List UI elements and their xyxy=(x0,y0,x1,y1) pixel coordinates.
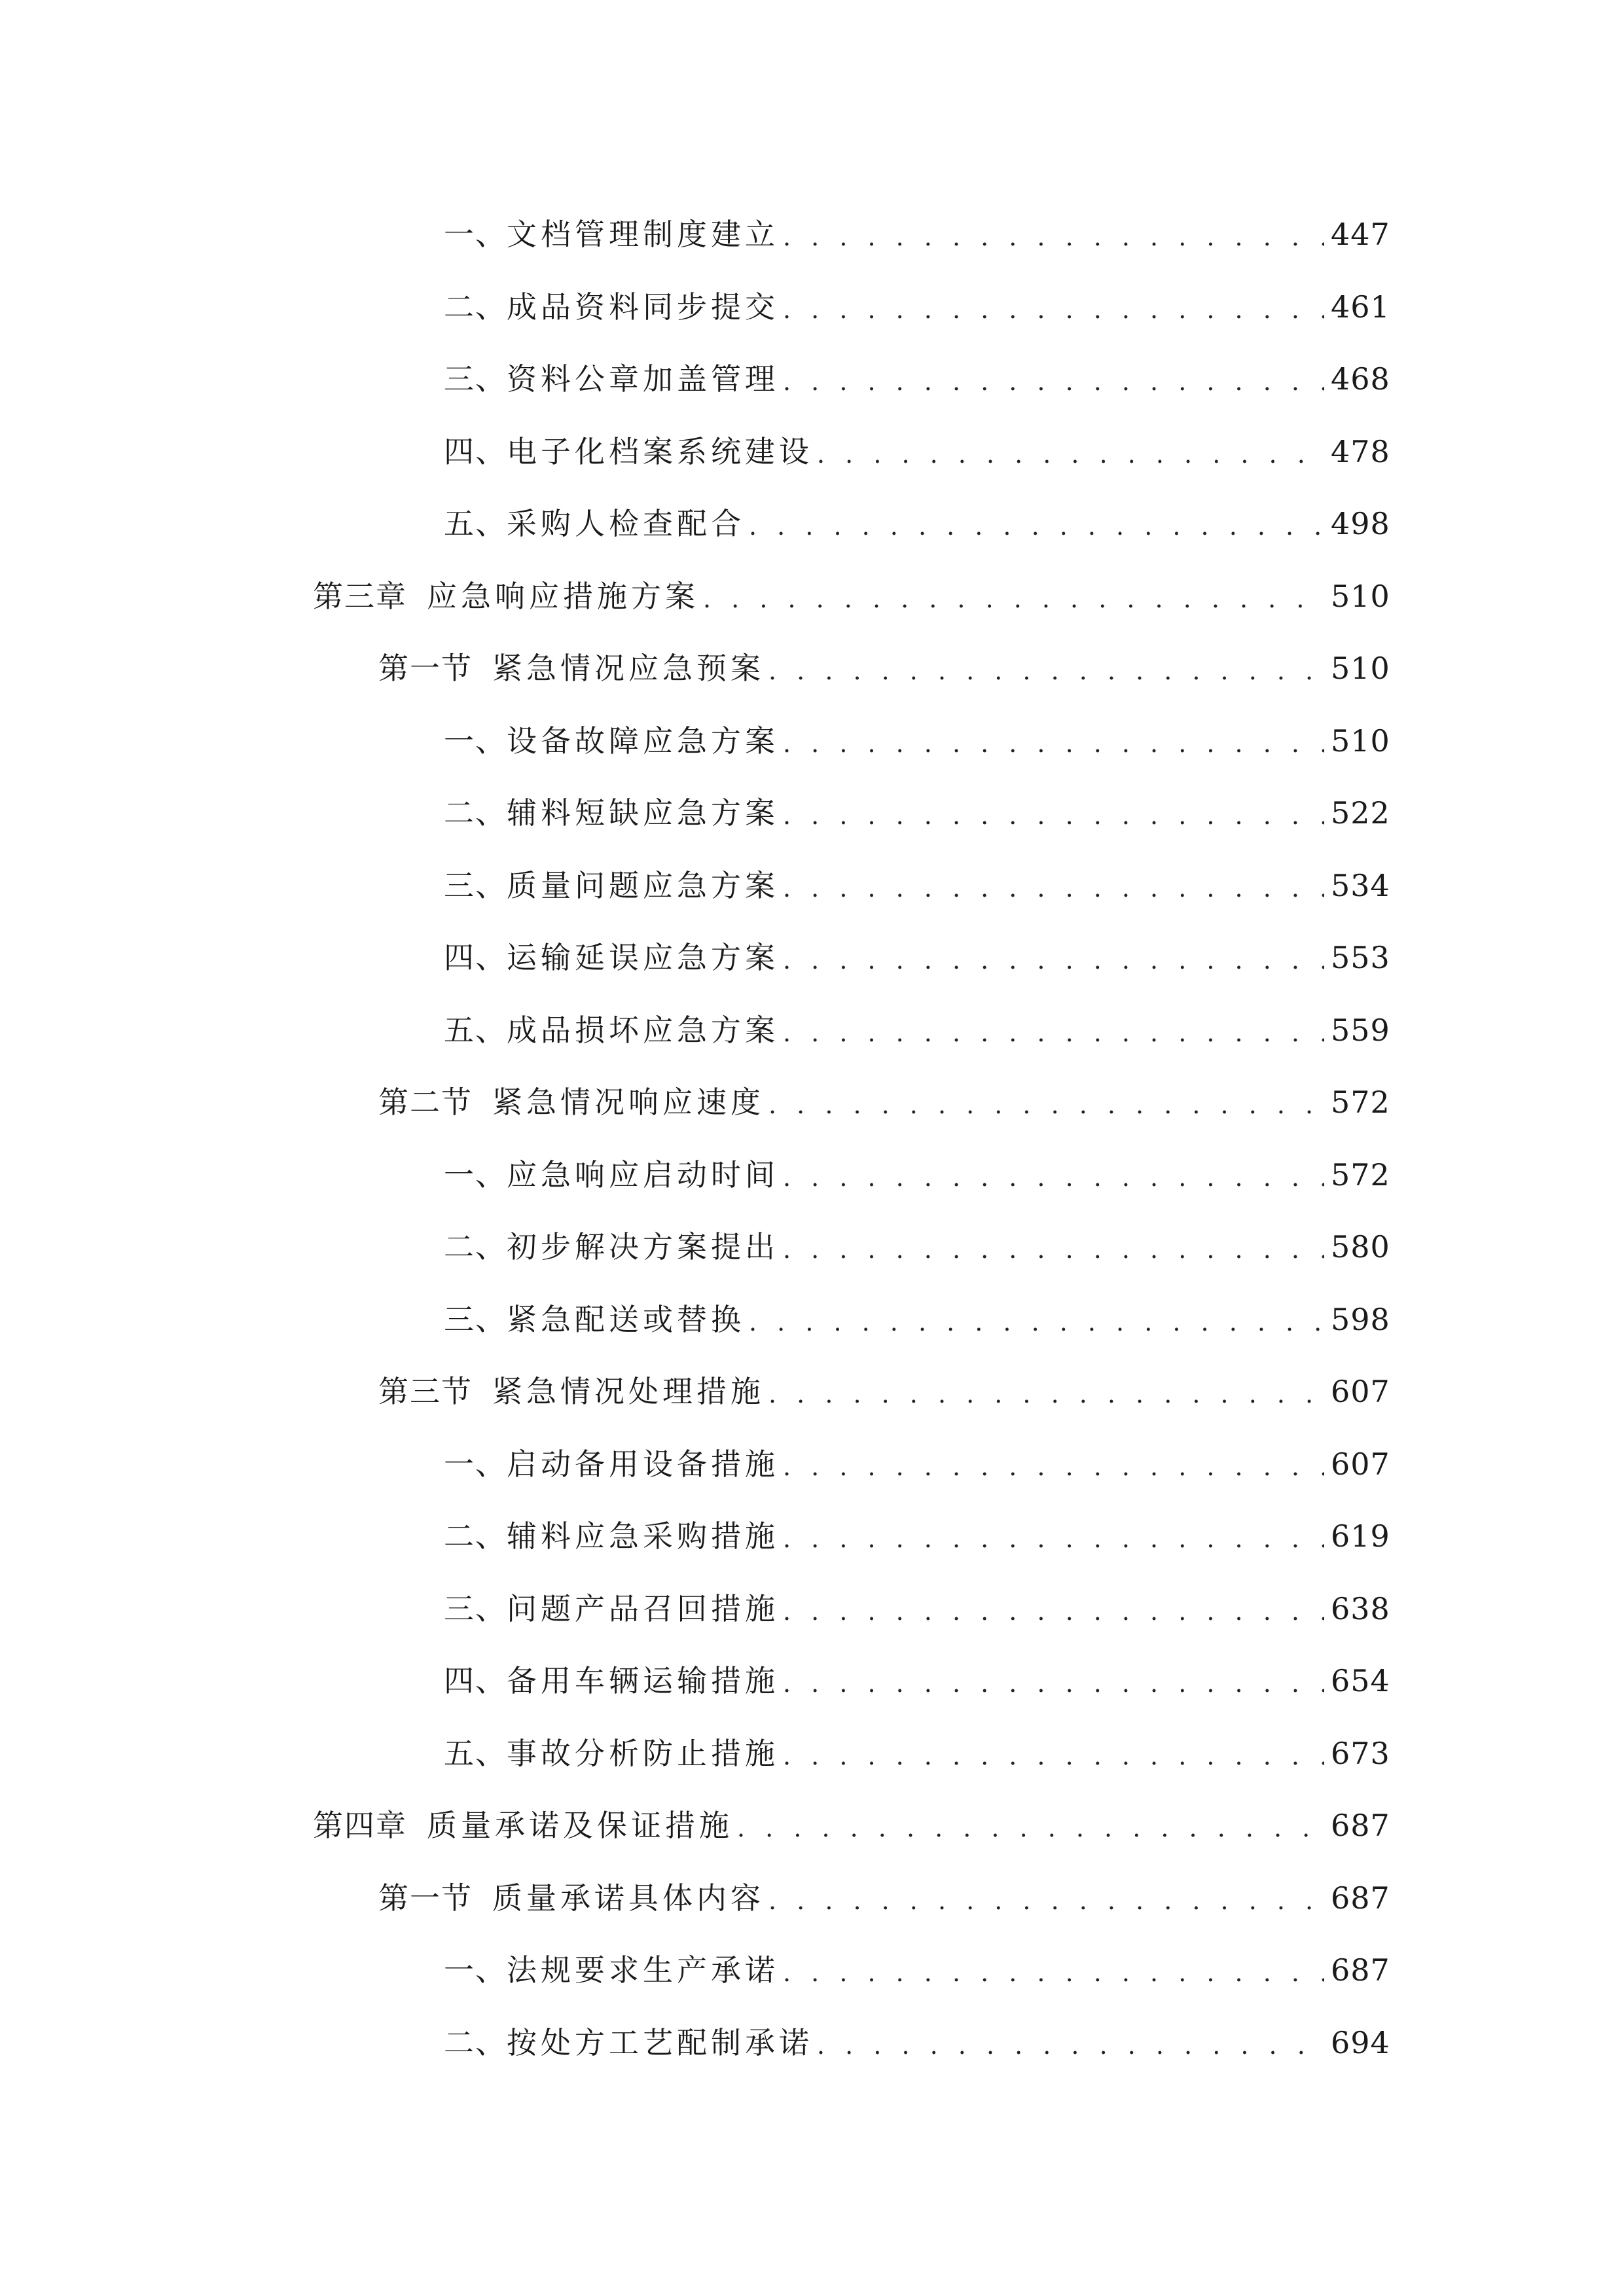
toc-dot-leader xyxy=(783,942,1324,978)
table-of-contents xyxy=(0,198,1624,2079)
toc-entry-title: 成品资料同步提交 xyxy=(507,289,779,325)
toc-entry-number: 第一节 xyxy=(378,1880,473,1916)
toc-entry-page-number: 534 xyxy=(1331,867,1390,903)
toc-entry-title: 应急响应启动时间 xyxy=(507,1157,779,1193)
toc-dot-leader xyxy=(749,1304,1324,1340)
toc-entry[interactable] xyxy=(0,777,1624,850)
toc-entry-title: 质量承诺具体内容 xyxy=(492,1880,765,1916)
toc-dot-leader xyxy=(783,1159,1324,1196)
toc-entry-link[interactable] xyxy=(444,1518,1624,1554)
toc-entry[interactable] xyxy=(0,1428,1624,1501)
toc-entry-number: 三、 xyxy=(444,867,507,903)
toc-dot-leader xyxy=(768,1882,1324,1919)
toc-entry-number: 四、 xyxy=(444,433,507,469)
toc-entry-page-number: 559 xyxy=(1331,1012,1390,1048)
toc-entry-link[interactable] xyxy=(444,1590,1624,1627)
toc-entry-title: 采购人检查配合 xyxy=(507,506,745,542)
toc-dot-leader xyxy=(783,363,1324,400)
toc-entry-number: 四、 xyxy=(444,1663,507,1699)
toc-entry-page-number: 673 xyxy=(1331,1735,1390,1771)
toc-entry-title: 质量承诺及保证措施 xyxy=(427,1808,733,1844)
toc-dot-leader xyxy=(783,219,1324,255)
toc-entry-link[interactable] xyxy=(444,216,1624,253)
toc-entry-title: 法规要求生产承诺 xyxy=(507,1952,779,1988)
toc-dot-leader xyxy=(783,797,1324,834)
toc-entry-page-number: 598 xyxy=(1331,1301,1390,1337)
toc-entry[interactable] xyxy=(0,994,1624,1067)
toc-dot-leader xyxy=(783,725,1324,762)
toc-entry-title: 初步解决方案提出 xyxy=(507,1229,779,1265)
toc-entry-link[interactable] xyxy=(444,361,1624,397)
toc-entry-page-number: 654 xyxy=(1331,1663,1390,1699)
toc-entry[interactable] xyxy=(0,1355,1624,1428)
toc-entry-number: 三、 xyxy=(444,1590,507,1626)
toc-entry-number: 五、 xyxy=(444,1012,507,1048)
toc-entry[interactable] xyxy=(0,198,1624,271)
toc-entry-page-number: 553 xyxy=(1331,940,1390,976)
toc-entry-page-number: 638 xyxy=(1331,1590,1390,1626)
toc-entry-page-number: 447 xyxy=(1331,217,1390,253)
toc-entry[interactable] xyxy=(0,1066,1624,1139)
toc-entry[interactable] xyxy=(0,1283,1624,1356)
toc-entry-page-number: 468 xyxy=(1331,361,1390,397)
toc-entry-number: 二、 xyxy=(444,1229,507,1265)
toc-entry-link[interactable] xyxy=(444,289,1624,325)
toc-entry[interactable] xyxy=(0,850,1624,922)
toc-entry-title: 应急响应措施方案 xyxy=(427,578,699,614)
toc-entry-number: 第三节 xyxy=(378,1374,473,1410)
toc-entry[interactable] xyxy=(0,2007,1624,2079)
toc-entry-link[interactable] xyxy=(444,723,1624,759)
toc-entry-link[interactable] xyxy=(444,867,1624,904)
toc-entry-title: 紧急情况应急预案 xyxy=(492,651,765,687)
toc-entry-link[interactable] xyxy=(444,1662,1624,1699)
toc-entry[interactable] xyxy=(0,1645,1624,1717)
toc-dot-leader xyxy=(783,291,1324,328)
toc-entry-number: 五、 xyxy=(444,506,507,542)
toc-entry-page-number: 607 xyxy=(1331,1446,1390,1482)
toc-entry-link[interactable] xyxy=(378,1880,1624,1916)
toc-dot-leader xyxy=(768,1376,1324,1412)
toc-entry-number: 二、 xyxy=(444,2024,507,2060)
toc-dot-leader xyxy=(783,1593,1324,1630)
toc-entry-link[interactable] xyxy=(444,939,1624,976)
toc-dot-leader xyxy=(783,1738,1324,1774)
toc-entry-number: 一、 xyxy=(444,723,507,759)
toc-dot-leader xyxy=(783,1520,1324,1557)
toc-entry-link[interactable] xyxy=(444,1301,1624,1338)
toc-entry-number: 一、 xyxy=(444,1157,507,1193)
toc-entry-link[interactable] xyxy=(378,650,1624,687)
toc-dot-leader xyxy=(768,653,1324,689)
toc-dot-leader xyxy=(749,508,1324,545)
toc-entry[interactable] xyxy=(0,1934,1624,2007)
toc-entry[interactable] xyxy=(0,1573,1624,1645)
toc-entry[interactable] xyxy=(0,632,1624,705)
toc-entry[interactable] xyxy=(0,416,1624,488)
toc-entry[interactable] xyxy=(0,488,1624,560)
toc-entry-title: 文档管理制度建立 xyxy=(507,217,779,253)
toc-entry-number: 一、 xyxy=(444,1952,507,1988)
toc-entry[interactable] xyxy=(0,1862,1624,1935)
toc-entry-link[interactable] xyxy=(444,1229,1624,1265)
toc-entry-number: 二、 xyxy=(444,289,507,325)
toc-entry-number: 第四章 xyxy=(313,1808,407,1844)
toc-dot-leader xyxy=(783,870,1324,906)
toc-entry-page-number: 687 xyxy=(1331,1808,1390,1844)
toc-entry-link[interactable] xyxy=(444,505,1624,542)
toc-entry-title: 运输延误应急方案 xyxy=(507,940,779,976)
toc-entry-page-number: 478 xyxy=(1331,433,1390,469)
toc-entry-page-number: 461 xyxy=(1331,289,1390,325)
toc-entry-page-number: 580 xyxy=(1331,1229,1390,1265)
toc-entry-page-number: 572 xyxy=(1331,1085,1390,1121)
toc-entry-number: 一、 xyxy=(444,217,507,253)
toc-entry-number: 三、 xyxy=(444,361,507,397)
toc-entry-title: 问题产品召回措施 xyxy=(507,1590,779,1626)
toc-dot-leader xyxy=(783,1448,1324,1485)
toc-entry-title: 质量问题应急方案 xyxy=(507,867,779,903)
toc-entry-number: 五、 xyxy=(444,1735,507,1771)
toc-entry-number: 一、 xyxy=(444,1446,507,1482)
toc-entry-link[interactable] xyxy=(313,578,1624,615)
toc-dot-leader xyxy=(783,1014,1324,1051)
toc-dot-leader xyxy=(817,2027,1324,2064)
toc-entry-link[interactable] xyxy=(444,1012,1624,1049)
toc-entry[interactable] xyxy=(0,1139,1624,1211)
toc-entry[interactable] xyxy=(0,922,1624,994)
toc-dot-leader xyxy=(817,436,1324,473)
toc-entry-title: 资料公章加盖管理 xyxy=(507,361,779,397)
toc-entry-page-number: 498 xyxy=(1331,506,1390,542)
toc-entry-link[interactable] xyxy=(444,1157,1624,1193)
toc-dot-leader xyxy=(783,1954,1324,1991)
toc-entry[interactable] xyxy=(0,1789,1624,1862)
toc-entry-title: 备用车辆运输措施 xyxy=(507,1663,779,1699)
toc-entry-page-number: 607 xyxy=(1331,1374,1390,1410)
toc-entry-link[interactable] xyxy=(378,1084,1624,1121)
toc-entry-number: 二、 xyxy=(444,795,507,831)
toc-entry[interactable] xyxy=(0,560,1624,633)
toc-entry-title: 设备故障应急方案 xyxy=(507,723,779,759)
toc-entry-page-number: 572 xyxy=(1331,1157,1390,1193)
toc-entry-link[interactable] xyxy=(444,433,1624,470)
toc-entry-number: 三、 xyxy=(444,1301,507,1337)
toc-entry-link[interactable] xyxy=(444,1446,1624,1482)
toc-entry-title: 启动备用设备措施 xyxy=(507,1446,779,1482)
toc-dot-leader xyxy=(737,1810,1324,1846)
toc-entry-page-number: 694 xyxy=(1331,2024,1390,2060)
toc-entry[interactable] xyxy=(0,705,1624,778)
toc-entry-number: 第三章 xyxy=(313,578,407,614)
toc-entry[interactable] xyxy=(0,271,1624,344)
toc-entry[interactable] xyxy=(0,1500,1624,1573)
toc-entry[interactable] xyxy=(0,1211,1624,1283)
toc-entry[interactable] xyxy=(0,343,1624,416)
toc-dot-leader xyxy=(768,1086,1324,1123)
toc-entry-number: 二、 xyxy=(444,1518,507,1554)
toc-dot-leader xyxy=(783,1231,1324,1268)
toc-entry-title: 紧急情况处理措施 xyxy=(492,1374,765,1410)
toc-entry-number: 第一节 xyxy=(378,651,473,687)
toc-entry-page-number: 687 xyxy=(1331,1880,1390,1916)
toc-entry-link[interactable] xyxy=(444,1735,1624,1772)
toc-entry-page-number: 522 xyxy=(1331,795,1390,831)
toc-entry-link[interactable] xyxy=(378,1373,1624,1410)
toc-entry-page-number: 510 xyxy=(1331,651,1390,687)
toc-entry-link[interactable] xyxy=(444,795,1624,831)
toc-entry-title: 电子化档案系统建设 xyxy=(507,433,813,469)
toc-entry-number: 四、 xyxy=(444,940,507,976)
toc-entry-link[interactable] xyxy=(444,1952,1624,1988)
toc-entry-number: 第二节 xyxy=(378,1085,473,1121)
toc-dot-leader xyxy=(703,581,1324,617)
toc-entry-page-number: 510 xyxy=(1331,578,1390,614)
toc-entry-title: 辅料短缺应急方案 xyxy=(507,795,779,831)
toc-dot-leader xyxy=(783,1665,1324,1702)
toc-entry-link[interactable] xyxy=(313,1807,1624,1844)
toc-entry-title: 紧急情况响应速度 xyxy=(492,1085,765,1121)
toc-entry-page-number: 619 xyxy=(1331,1518,1390,1554)
toc-entry-title: 成品损坏应急方案 xyxy=(507,1012,779,1048)
toc-entry-title: 紧急配送或替换 xyxy=(507,1301,745,1337)
toc-entry-link[interactable] xyxy=(444,2024,1624,2061)
toc-entry-title: 事故分析防止措施 xyxy=(507,1735,779,1771)
toc-entry-page-number: 687 xyxy=(1331,1952,1390,1988)
toc-entry-title: 辅料应急采购措施 xyxy=(507,1518,779,1554)
toc-entry-page-number: 510 xyxy=(1331,723,1390,759)
toc-entry-title: 按处方工艺配制承诺 xyxy=(507,2024,813,2060)
toc-entry[interactable] xyxy=(0,1717,1624,1790)
